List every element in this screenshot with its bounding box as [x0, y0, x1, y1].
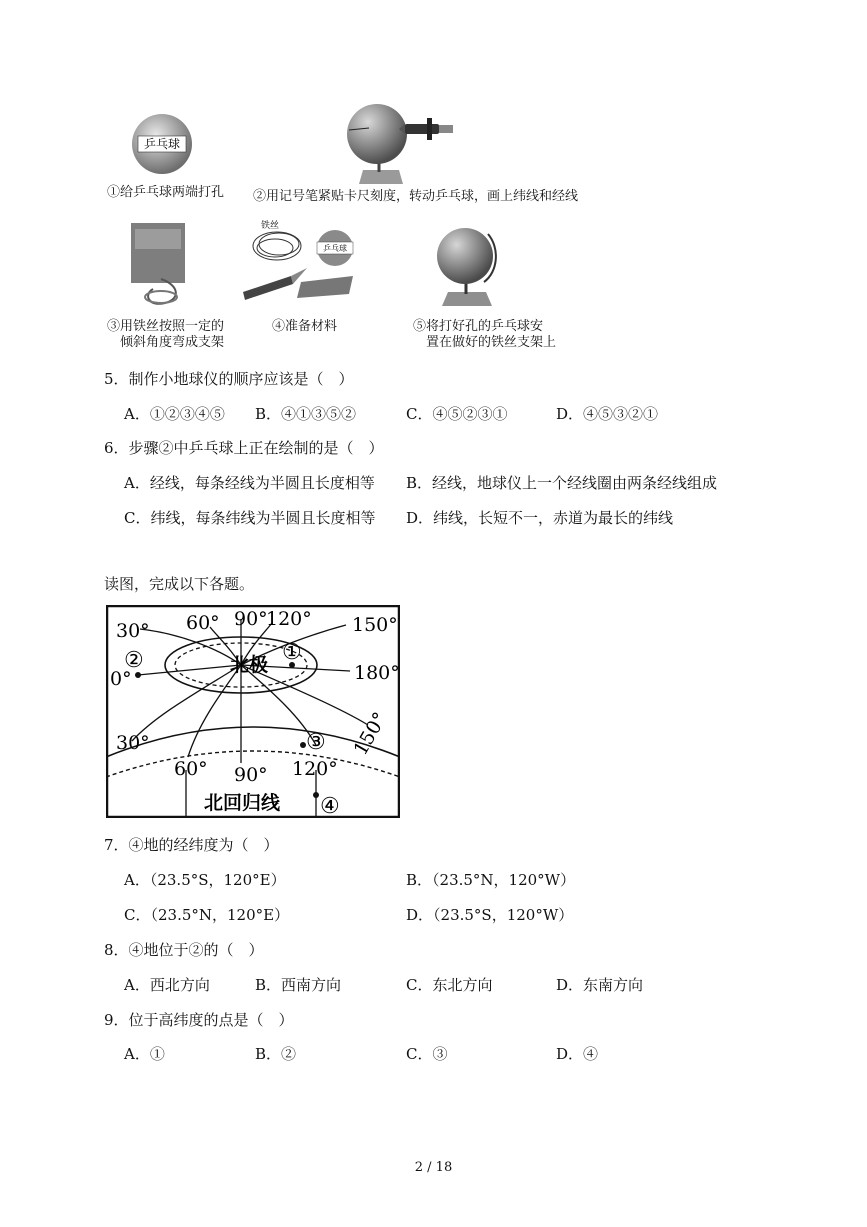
step4-wire-label: 铁丝 [261, 221, 280, 231]
label-90-top: 90° [234, 608, 268, 630]
q8-option-a: A．西北方向 [124, 976, 210, 994]
q6-stem: 6．步骤②中乒乓球上正在绘制的是（ ） [104, 439, 384, 457]
q5-option-d: D．④⑤③②① [556, 405, 659, 423]
label-90-bottom: 90° [234, 764, 268, 786]
label-tropic-of-cancer: 北回归线 [204, 792, 281, 814]
step4-caption: ④准备材料 [272, 319, 338, 334]
q8-option-b: B．西南方向 [255, 976, 342, 994]
q8-option-c: C．东北方向 [406, 976, 493, 994]
step4-materials-image [241, 218, 355, 308]
q5-stem: 5．制作小地球仪的顺序应该是（ ） [104, 370, 354, 388]
q7-option-d: D．（23.5°S，120°W） [406, 906, 574, 924]
q6-option-b: B．经线，地球仪上一个经线圈由两条经线组成 [406, 474, 718, 492]
label-30-bottom: 30° [116, 732, 150, 754]
q9-option-b: B．② [255, 1045, 297, 1063]
step5-caption-line2: 置在做好的铁丝支架上 [413, 335, 557, 350]
q8-option-d: D．东南方向 [556, 976, 644, 994]
polar-projection-map [106, 605, 400, 818]
q9-stem: 9．位于高纬度的点是（ ） [104, 1011, 294, 1029]
q9-option-a: A．① [124, 1045, 165, 1063]
label-point-2: ② [124, 648, 144, 673]
step3-caption-line1: ③用铁丝按照一定的 [107, 319, 225, 334]
q7-stem: 7．④地的经纬度为（ ） [104, 836, 279, 854]
q7-option-a: A．（23.5°S，120°E） [124, 871, 286, 889]
q9-option-d: D．④ [556, 1045, 599, 1063]
step2-caption: ②用记号笔紧贴卡尺刻度，转动乒乓球，画上纬线和经线 [253, 189, 579, 204]
page-number: 2 / 18 [414, 1160, 453, 1175]
step1-ball-label: 乒乓球 [143, 137, 181, 151]
label-point-4: ④ [320, 794, 340, 818]
q6-option-d: D．纬线，长短不一，赤道为最长的纬线 [406, 509, 674, 527]
step4-ball-label: 乒乓球 [323, 244, 347, 253]
q7-option-c: C．（23.5°N，120°E） [124, 906, 290, 924]
label-0: 0° [110, 668, 132, 690]
step3-wire-stand-image [131, 223, 185, 309]
label-north-pole: 北极 [230, 654, 269, 676]
q7-option-b: B．（23.5°N，120°W） [406, 871, 576, 889]
section-intro: 读图，完成以下各题。 [104, 575, 255, 593]
q5-option-a: A．①②③④⑤ [124, 405, 225, 423]
q9-option-c: C．③ [406, 1045, 448, 1063]
label-30-top: 30° [116, 620, 150, 642]
step3-caption-line2: 倾斜角度弯成支架 [107, 335, 225, 350]
label-point-1: ① [282, 640, 302, 665]
q5-option-c: C．④⑤②③① [406, 405, 508, 423]
step2-globe-drawing-image [343, 104, 465, 186]
label-60-top: 60° [186, 612, 220, 634]
label-150-top: 150° [352, 614, 398, 636]
label-point-3: ③ [306, 730, 326, 755]
label-120-top: 120° [266, 608, 312, 630]
step5-finished-globe-image [434, 224, 500, 308]
label-120-bottom: 120° [292, 758, 338, 780]
q8-stem: 8．④地位于②的（ ） [104, 941, 264, 959]
q6-option-a: A．经线，每条经线为半圆且长度相等 [124, 474, 375, 492]
step1-pingpong-ball-image [128, 112, 198, 176]
label-60-bottom: 60° [174, 758, 208, 780]
step1-caption: ①给乒乓球两端打孔 [107, 185, 225, 200]
q6-option-c: C．纬线，每条纬线为半圆且长度相等 [124, 509, 376, 527]
q5-option-b: B．④①③⑤② [255, 405, 357, 423]
label-180: 180° [354, 662, 400, 684]
point-4-marker [313, 792, 319, 798]
label-150-bottom: 150° [349, 708, 392, 760]
step5-caption-line1: ⑤将打好孔的乒乓球安 [413, 319, 544, 334]
